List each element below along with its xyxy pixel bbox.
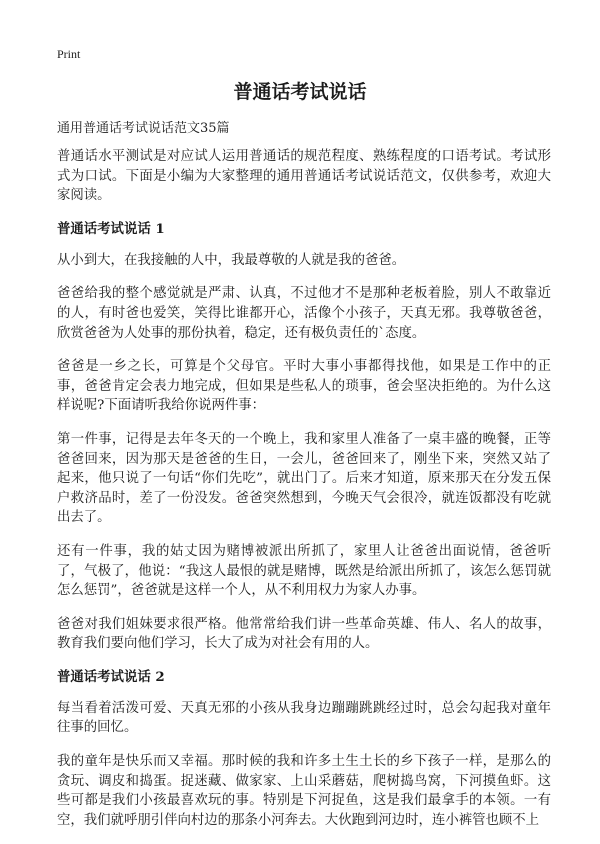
paragraph: 还有一件事，我的姑丈因为赌博被派出所抓了，家里人让爸爸出面说情，爸爸听了，气极了，他说：“我这人最恨的就是赌博，既然是给派出所抓了，该怎么惩罚就怎么惩罚”，爸爸就是这样一个人，从不利用权力为家人办事。: [57, 543, 551, 599]
paragraph: 从小到大，在我接触的人中，我最尊敬的人就是我的爸爸。: [57, 252, 406, 268]
paragraph: 第一件事，记得是去年冬天的一个晚上，我和家里人准备了一桌丰盛的晚餐，正等爸爸回来，因为那天是爸爸的生日，一会儿，爸爸回来了，刚坐下来，突然又站了起来，他只说了一句话“你们先吃”，就出门了。后来才知道，原来那天在分发五保户救济品时，差了一份没发。爸爸突然想到，今晚天气会很冷，就连饭都没有吃就出去了。: [57, 431, 551, 526]
paragraph: 爸爸对我们姐妹要求很严格。他常常给我们讲一些革命英雄、伟人、名人的故事，教育我们要向他们学习，长大了成为对社会有用的人。: [57, 616, 551, 652]
section-heading: 普通话考试说话 2: [57, 668, 165, 685]
paragraph: 爸爸是一乡之长，可算是个父母官。平时大事小事都得找他，如果是工作中的正事，爸爸肯定会表力地完成，但如果是些私人的琐事，爸会坚决拒绝的。为什么这样说呢?下面请听我给你说两件事：: [57, 359, 551, 414]
paragraph: 我的童年是快乐而又幸福。那时候的我和许多土生土长的乡下孩子一样，是那么的贪玩、调皮和捣蛋。捉迷藏、做家家、上山采蘑菇，爬树捣鸟窝，下河摸鱼虾。这些可都是我们小孩最喜欢玩的事。特别是下河捉鱼，这是我们最拿手的本领。一有空，我们就呼朋引伴向村边的那条小河奔去。大伙跑到河边时，连小裤管也顾不上: [57, 754, 551, 828]
print-link[interactable]: Print: [57, 47, 81, 61]
page-title: 普通话考试说话: [233, 81, 367, 103]
paragraph: 爸爸给我的整个感觉就是严肃、认真，不过他才不是那种老板着脸，别人不敢靠近的人，有时爸也爱笑，笑得比谁都开心，活像个小孩子，天真无邪。我尊敬爸爸，欣赏爸爸为人处事的那份执着，稳定，还有极负责任的`态度。: [57, 286, 551, 341]
section-heading: 普通话考试说话 1: [57, 220, 165, 237]
intro-paragraph: 普通话水平测试是对应试人运用普通话的规范程度、熟练程度的口语考试。考试形式为口试。下面是小编为大家整理的通用普通话考试说话范文，仅供参考，欢迎大家阅读。: [57, 149, 551, 204]
document-subtitle: 通用普通话考试说话范文35篇: [57, 121, 230, 136]
paragraph: 每当看着活泼可爱、天真无邪的小孩从我身边蹦蹦跳跳经过时，总会勾起我对童年往事的回忆。: [57, 700, 551, 736]
article-body: [57, 147, 551, 844]
